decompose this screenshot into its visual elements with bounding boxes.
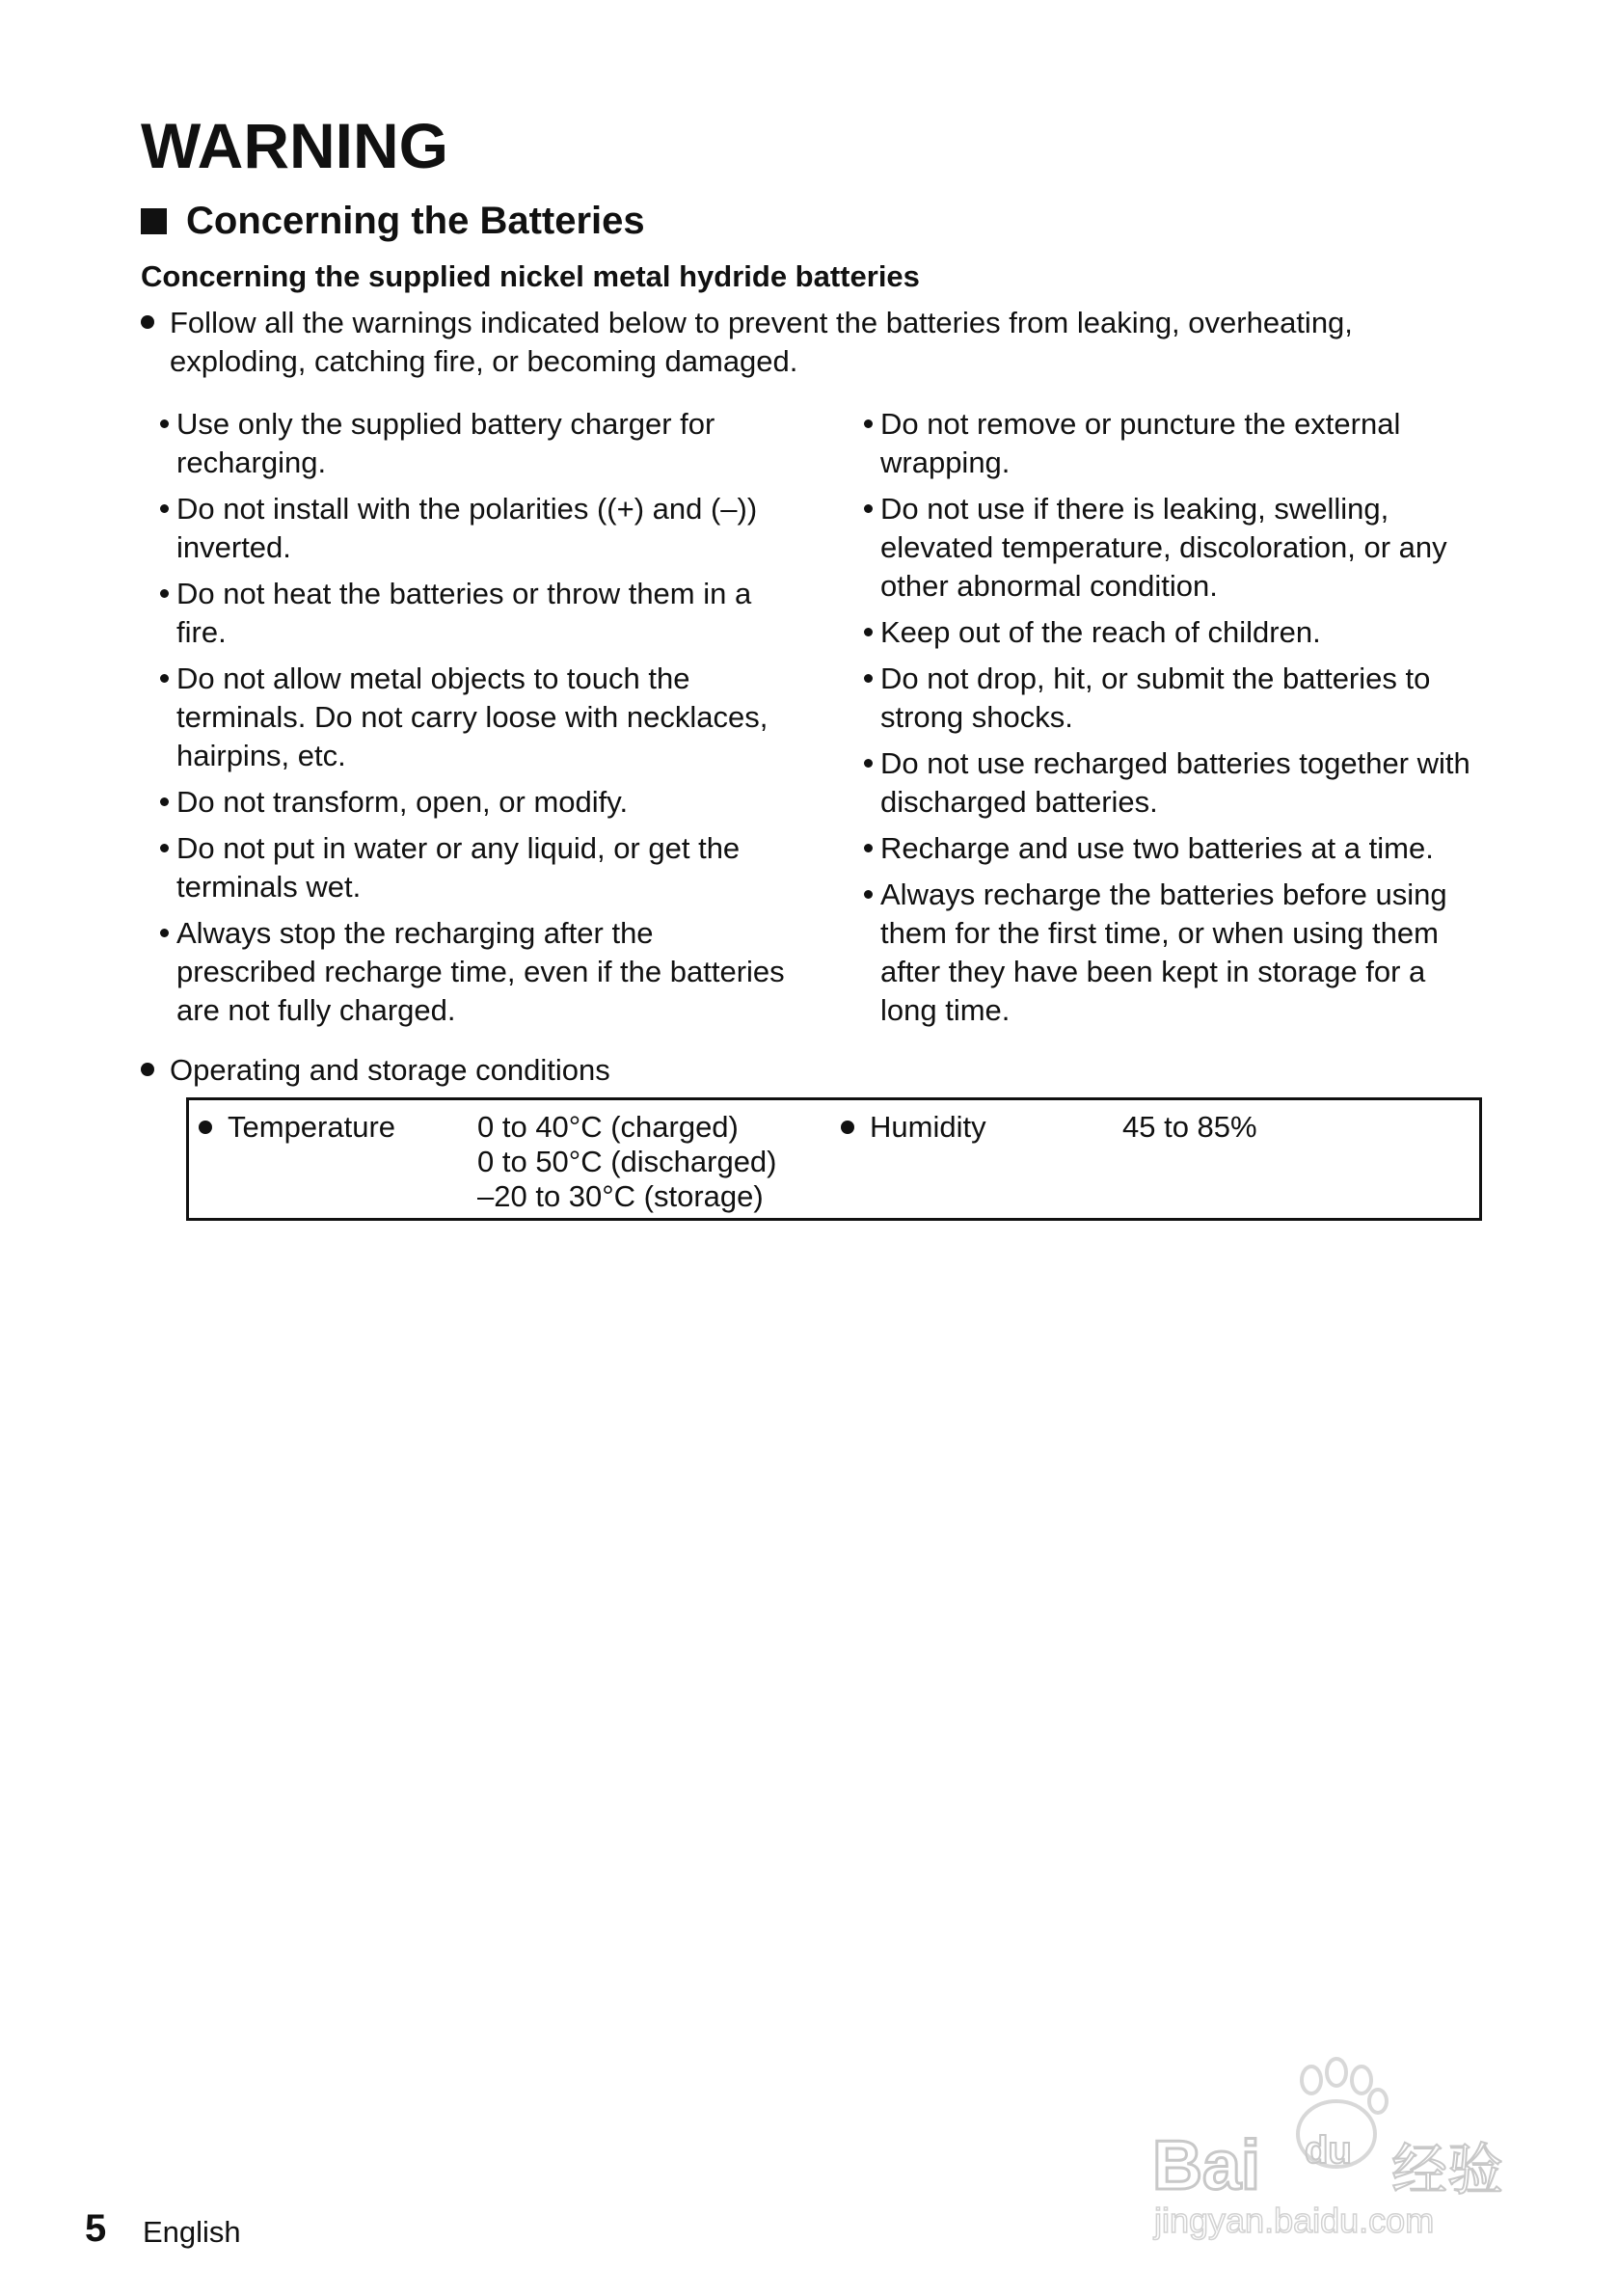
section-heading-text: Concerning the Batteries: [186, 200, 645, 242]
list-item: Do not drop, hit, or submit the batteries to strong shocks.: [864, 660, 1481, 737]
bullet-icon: [864, 890, 873, 899]
intro-text: Follow all the warnings indicated below to prevent the batteries from leaking, overheating, exploding, catching fire, or becoming damaged.: [170, 306, 1353, 378]
list-item: Do not allow metal objects to touch the terminals. Do not carry loose with necklaces, hairpins, etc.: [160, 660, 796, 775]
page-title: WARNING: [141, 110, 448, 181]
list-item: Keep out of the reach of children.: [864, 613, 1481, 652]
bullet-icon: [160, 929, 169, 937]
baidu-watermark-logo: [1143, 2049, 1528, 2242]
bullet-icon: [841, 1121, 854, 1134]
black-square-icon: [141, 208, 167, 234]
warnings-left-list: [160, 405, 796, 1038]
humidity-cell: [841, 1110, 986, 1145]
bullet-icon: [864, 419, 873, 428]
temperature-label: Temperature: [228, 1110, 396, 1144]
temperature-storage: –20 to 30°C (storage): [477, 1179, 764, 1213]
bullet-icon: [141, 1063, 154, 1076]
list-item: Do not transform, open, or modify.: [160, 783, 796, 822]
list-item: Do not heat the batteries or throw them in a fire.: [160, 575, 796, 652]
humidity-value: 45 to 85%: [1122, 1110, 1257, 1144]
list-item: Do not use if there is leaking, swelling, elevated temperature, discoloration, or any other abnormal condition.: [864, 490, 1481, 606]
svg-text:du: du: [1305, 2129, 1352, 2172]
list-item: Do not remove or puncture the external wrapping.: [864, 405, 1481, 482]
bullet-icon: [160, 504, 169, 513]
intro-bullet: [141, 304, 1491, 381]
temperature-cell: [199, 1110, 395, 1145]
bullet-icon: [864, 674, 873, 683]
temperature-discharged: 0 to 50°C (discharged): [477, 1145, 777, 1178]
warning-columns: [160, 405, 1481, 1038]
temperature-charged: 0 to 40°C (charged): [477, 1110, 739, 1144]
list-item: Do not install with the polarities ((+) and (–)) inverted.: [160, 490, 796, 567]
page-number: 5: [85, 2207, 107, 2250]
bullet-icon: [864, 844, 873, 852]
svg-text:经验: 经验: [1391, 2137, 1504, 2202]
bullet-icon: [160, 419, 169, 428]
bullet-icon: [160, 844, 169, 852]
svg-text:Bai: Bai: [1152, 2127, 1261, 2204]
bullet-icon: [864, 759, 873, 768]
list-item: Do not use recharged batteries together with discharged batteries.: [864, 744, 1481, 822]
conditions-bullet: [141, 1051, 610, 1090]
list-item: Use only the supplied battery charger for recharging.: [160, 405, 796, 482]
bullet-icon: [864, 504, 873, 513]
bullet-icon: [160, 797, 169, 806]
warnings-right-list: [864, 405, 1481, 1038]
svg-text:jingyan.baidu.com: jingyan.baidu.com: [1154, 2201, 1435, 2240]
conditions-label: Operating and storage conditions: [170, 1053, 610, 1087]
list-item: Always recharge the batteries before using them for the first time, or when using them after they have been kept in storage for a long time.: [864, 876, 1481, 1030]
section-heading: [141, 200, 645, 242]
conditions-box: [186, 1097, 1482, 1221]
bullet-icon: [864, 628, 873, 636]
list-item: Recharge and use two batteries at a time.: [864, 829, 1481, 868]
bullet-icon: [160, 674, 169, 683]
temperature-values: [477, 1110, 777, 1214]
list-item: Always stop the recharging after the prescribed recharge time, even if the batteries are not fully charged.: [160, 914, 796, 1030]
humidity-label: Humidity: [870, 1110, 986, 1144]
list-item: Do not put in water or any liquid, or get the terminals wet.: [160, 829, 796, 906]
bullet-icon: [160, 589, 169, 598]
bullet-icon: [199, 1121, 212, 1134]
subheading: Concerning the supplied nickel metal hydride batteries: [141, 259, 920, 293]
footer-language: English: [143, 2215, 241, 2249]
bullet-icon: [141, 315, 154, 329]
